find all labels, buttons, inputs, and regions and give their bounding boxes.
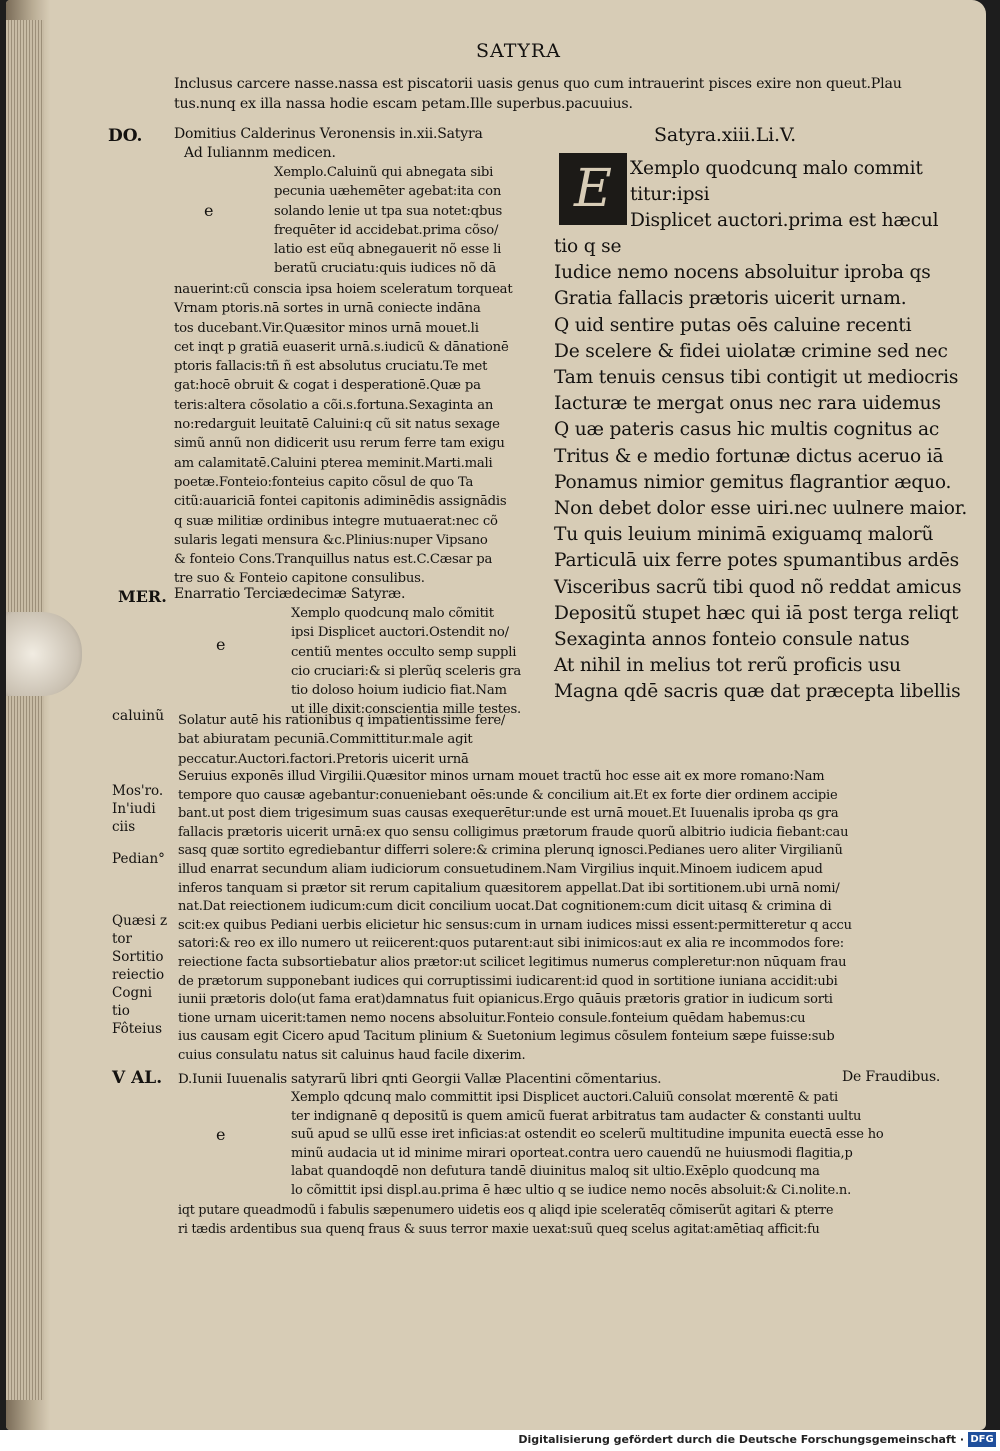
poem-line: Sexaginta annos fonteio consule natus bbox=[554, 629, 910, 651]
footer-bar bbox=[0, 1430, 1000, 1451]
margin-pedian: Pedian° bbox=[112, 851, 165, 867]
text-line: peccatur.Auctori.factori.Pretoris uicerit urnā bbox=[178, 751, 469, 767]
margin-do: DO. bbox=[108, 126, 143, 146]
poem-line: Iudice nemo nocens absoluitur iproba qs bbox=[554, 262, 931, 284]
text-line: Vrnam ptoris.nā sortes in urnā coniecte indāna bbox=[174, 301, 481, 317]
margin-e: e bbox=[216, 635, 226, 654]
text-line: Solatur autē his rationibus q impatientissime fere/ bbox=[178, 713, 506, 728]
poem-body bbox=[554, 234, 967, 706]
margin-terms: Quæsi z tor Sortitio reiectio Cogni tio Fôteius bbox=[112, 913, 168, 1037]
text-line: nat.Dat reiectionem iudicum:cum dicit concilium uocat.Dat cognitionem:cum dicit uitasq & crimina di bbox=[178, 899, 832, 915]
text-line: frequēter id accidebat.prima cõso/ bbox=[274, 222, 499, 238]
poem-line: Particulā uix ferre potes spumantibus ardēs bbox=[554, 550, 960, 572]
text-line: tempore quo causæ agebantur:conueniebant oēs:unde & concilium ait.Et ex forte dier ordinem accipie bbox=[178, 787, 838, 803]
text-line: minũ audacia ut id minime mirari oporteat.contra uero cauendũ ne huiusmodi flagitia,p bbox=[291, 1145, 853, 1161]
margin-e: e bbox=[216, 1125, 226, 1144]
poem-line: Q uid sentire putas oēs caluine recenti bbox=[554, 314, 912, 336]
running-header: SATYRA bbox=[476, 40, 561, 62]
poem-line: Displicet auctori.prima est hæcul bbox=[630, 210, 939, 232]
poem-line: Depositũ stupet hæc qui iā post terga reliqt bbox=[554, 602, 959, 624]
page-stack-edge bbox=[6, 20, 44, 1400]
text-line: bat abiuratam pecuniā.Committitur.male agit bbox=[178, 732, 473, 748]
poem-line: titur:ipsi bbox=[630, 184, 710, 206]
text-line: de prætorum supponebant iudices qui corruptissimi iudicarent:id quod in sortitione iuniana accidit:ubi bbox=[178, 973, 838, 989]
poem-line: Xemplo quodcunq malo commit bbox=[630, 158, 923, 179]
text-line: tione urnam uicerit:tamen nemo nocens absoluitur.Fonteio consule.fonteium quēdam habemus:cu bbox=[178, 1010, 806, 1026]
text-line: cet inqt p gratiā euaserit urnā.s.iudicũ & dānationē bbox=[174, 339, 509, 355]
text-line: teris:altera cõsolatio a cõi.s.fortuna.Sexaginta an bbox=[174, 397, 494, 413]
domitius-wide bbox=[174, 280, 512, 589]
poem-line: At nihil in melius tot rerũ proficis usu bbox=[554, 655, 901, 677]
drop-capital bbox=[559, 153, 627, 225]
poem-line: Gratia fallacis prætoris uicerit urnam. bbox=[554, 288, 907, 310]
text-line: & fonteio Cons.Tranquillus natus est.C.Cæsar pa bbox=[174, 552, 493, 568]
drop-capital-letter: E bbox=[574, 159, 612, 219]
text-line: cio cruciari:& si plerũq sceleris gra bbox=[291, 663, 522, 679]
text-line: inferos tanquam si prætor sit rerum capitalium quæsitorem appellat.Dat ibi sortitionem.ubi urnā nomi/ bbox=[178, 880, 840, 896]
text-line: am calamitatē.Caluini pterea meminit.Marti.mali bbox=[174, 455, 493, 471]
text-line: labat quandoqdē non defutura tandē diuinitus maloq sit ultio.Exēplo quodcunq ma bbox=[291, 1164, 820, 1180]
text-line: sasq quæ sortito egrediebantur differri solere:& crimina plerunq ignosci.Pedianes uero aliter Virgilianũ bbox=[178, 843, 843, 859]
footer-credit: Digitalisierung gefördert durch die Deutsche Forschungsgemeinschaft · bbox=[518, 1433, 964, 1446]
valla-narrow bbox=[291, 1089, 884, 1201]
text-line: Xemplo quodcunq malo cõmitit bbox=[291, 606, 494, 621]
text-line: latio est eũq abnegauerit nõ esse li bbox=[274, 242, 502, 258]
text-line: nauerint:cũ conscia ipsa hoiem sceleratum torqueat bbox=[174, 282, 513, 297]
text-line: scit:ex quibus Pediani uerbis elicietur hic sensus:cum in urnam iudices missi essent:permitteretur q accu bbox=[178, 917, 852, 933]
text-line: iunii prætoris dolo(ut fama erat)damnatus fuit opianicus.Ergo quāuis prætoris gratior in iudicum sorti bbox=[178, 992, 833, 1008]
margin-val: V AL. bbox=[112, 1068, 163, 1088]
valla-heading-right: De Fraudibus. bbox=[842, 1069, 941, 1085]
text-line: ptoris fallacis:tñ ñ est absolutus cruciatu.Te met bbox=[174, 359, 488, 375]
text-line: Seruius exponēs illud Virgilii.Quæsitor minos urnam mouet tractũ hoc esse ait ex more romano:Nam bbox=[178, 769, 825, 784]
long-commentary bbox=[178, 768, 852, 1066]
text-line: reiectione facta subsortiebatur alios prætor:ut scilicet legitimus numerus compleretur:non nūquam frau bbox=[178, 954, 847, 970]
text-line: ri tædis ardentibus sua quenq fraus & suus terror maxie uexat:suũ queq scelus agitat:amētiaq afficit:fu bbox=[178, 1220, 820, 1236]
text-line: fallacis prætoris uicerit urnā:ex quo sensu colligimus prætorum fraude quorũ albitrio iudicia fiebant:cau bbox=[178, 824, 849, 840]
text-line: ius causam egit Cicero apud Tacitum plinium & Suetonium legimus cõsulem fonteium sæpe fuisse:sub bbox=[178, 1029, 835, 1045]
poem-line: Tam tenuis census tibi contigit ut mediocris bbox=[554, 367, 959, 389]
text-line: Xemplo qdcunq malo committit ipsi Displicet auctori.Caluiũ consolat mœrentē & pati bbox=[291, 1090, 838, 1105]
text-line: solando lenie ut tpa sua notet:qbus bbox=[274, 203, 503, 219]
domitius-narrow bbox=[274, 163, 502, 279]
text-line: poetæ.Fonteio:fonteius capito cõsul de quo Ta bbox=[174, 474, 474, 490]
book-clasp bbox=[6, 612, 82, 696]
text-line: beratũ cruciatu:quis iudices nõ dā bbox=[274, 261, 497, 277]
enarratio-title: Enarratio Terciædecimæ Satyræ. bbox=[174, 586, 406, 602]
poem-title: Satyra.xiii.Li.V. bbox=[654, 124, 796, 146]
margin-e: e bbox=[204, 201, 214, 220]
text-line: illud enarrat secundum aliam iudiciorum consuetudinem.Nam Virgilius inquit.Minoem iudicem apud bbox=[178, 861, 823, 877]
poem-line: Q uæ pateris casus hic multis cognitus ac bbox=[554, 419, 940, 441]
text-line: cuius consulatu natus sit caluinus haud facile dixerim. bbox=[178, 1047, 526, 1063]
text-line: tio doloso hoium iudicio fiat.Nam bbox=[291, 683, 507, 699]
enarratio-wide bbox=[178, 711, 505, 769]
poem-line: Non debet dolor esse uiri.nec uulnere maior. bbox=[554, 498, 968, 520]
poem-line: Magna qdē sacris quæ dat præcepta libellis bbox=[554, 681, 961, 703]
text-line: no:redarguit leuitatē Caluini:q cũ sit natus sexage bbox=[174, 417, 500, 433]
text-line: lo cõmittit ipsi displ.au.prima ē hæc ultio q se iudice nemo nocēs absoluit:& Ci.nolite.n. bbox=[291, 1182, 852, 1198]
valla-wide bbox=[178, 1201, 833, 1238]
text-line: iqt putare queadmodũ i fabulis sæpenumero uidetis eos q aliqd ipie sceleratēq cõmiserũt agitari & pterre bbox=[178, 1202, 834, 1217]
text-line: ipsi Displicet auctori.Ostendit no/ bbox=[291, 625, 509, 641]
book-page bbox=[6, 0, 986, 1430]
enarratio-narrow bbox=[291, 604, 521, 720]
margin-caluinu: caluinũ bbox=[112, 708, 165, 724]
text-line: Ad Iuliannm medicen. bbox=[184, 145, 336, 162]
poem-line: De scelere & fidei uiolatæ crimine sed nec bbox=[554, 340, 948, 362]
text-line: ut ille dixit:conscientia mille testes. bbox=[291, 702, 522, 718]
text-line: tos ducebant.Vir.Quæsitor minos urnā mouet.li bbox=[174, 320, 479, 336]
text-line: tre suo & Fonteio capitone consulibus. bbox=[174, 571, 425, 587]
top-commentary bbox=[174, 74, 902, 114]
text-line: Xemplo.Caluinũ qui abnegata sibi bbox=[274, 165, 494, 180]
text-line: citũ:auariciā fontei capitonis adiminēdis assignādis bbox=[174, 494, 507, 510]
text-line: sularis legati mensura &c.Plinius:nuper Vipsano bbox=[174, 532, 488, 548]
poem-line: Ponamus nimior gemitus flagrantior æquo. bbox=[554, 471, 952, 493]
text-line: bant.ut post diem trigesimum suas causas exequerētur:unde est urnā mouet.Et Iuuenalis iproba qs gra bbox=[178, 806, 839, 822]
poem-line: Iacturæ te mergat onus nec rara uidemus bbox=[554, 393, 941, 415]
domitius-intro bbox=[174, 125, 483, 164]
poem-first-lines bbox=[630, 156, 938, 235]
text-line: suũ apud se ullũ esse iret inficias:at ostendit eo scelerũ multitudine impunita euectā esse ho bbox=[291, 1127, 884, 1143]
margin-mer: MER. bbox=[118, 587, 167, 606]
text-line: simũ annũ non didicerit usu rerum ferre tam exigu bbox=[174, 436, 505, 452]
text-line: satori:& reo ex illo numero ut reiicerent:quos putarent:aut sibi inimicos:aut ex alia re incommodos fore: bbox=[178, 936, 844, 952]
text-line: ter indignanē q depositũ is quem amicũ fuerat arbitratus tam audacter & constanti uultu bbox=[291, 1108, 862, 1124]
poem-line: Tu quis leuium minimā exiguamq malorũ bbox=[554, 524, 934, 546]
text-line: tus.nunq ex illa nassa hodie escam petam.Ille superbus.pacuuius. bbox=[174, 96, 633, 112]
margin-mos: Mos'ro. In'iudi ciis bbox=[112, 783, 164, 835]
poem-line: Visceribus sacrũ tibi quod nõ reddat amicus bbox=[554, 576, 962, 598]
text-line: gat:hocē obruit & cogat i desperationē.Quæ pa bbox=[174, 378, 481, 394]
dfg-logo: DFG bbox=[968, 1432, 996, 1447]
text-line: pecunia uæhemēter agebat:ita con bbox=[274, 184, 502, 200]
valla-title: D.Iunii Iuuenalis satyrarũ libri qnti Georgii Vallæ Placentini cõmentarius. bbox=[178, 1072, 662, 1087]
text-line: q suæ militiæ ordinibus integre mutuaerat:nec cõ bbox=[174, 513, 498, 529]
poem-line: tio q se bbox=[554, 236, 622, 257]
text-line: Domitius Calderinus Veronensis in.xii.Satyra bbox=[174, 126, 483, 142]
text-line: centiũ mentes occulto semp suppli bbox=[291, 644, 517, 660]
text-line: Inclusus carcere nasse.nassa est piscatorii uasis genus quo cum intrauerint pisces exire non queut.Plau bbox=[174, 76, 902, 92]
poem-line: Tritus & e medio fortunæ dictus aceruo iā bbox=[554, 445, 944, 467]
